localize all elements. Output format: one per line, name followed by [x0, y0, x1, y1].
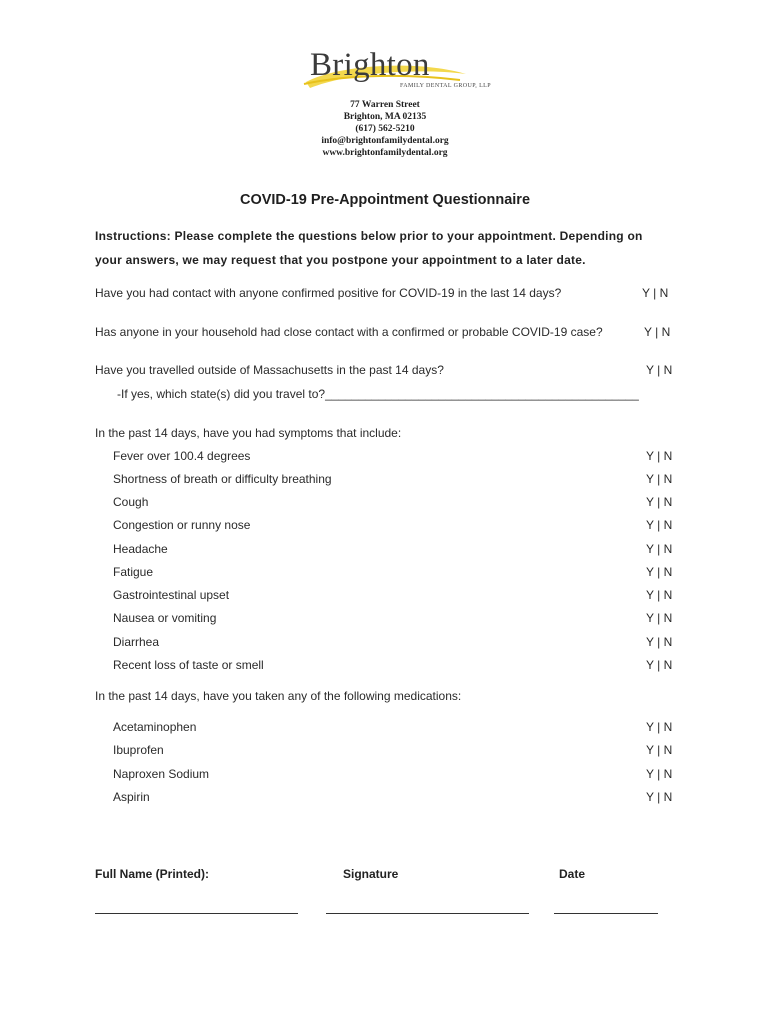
question-travel: Have you travelled outside of Massachusetts in the past 14 days?: [95, 363, 444, 377]
medication-answer[interactable]: Y | N: [646, 767, 673, 781]
document-title: COVID-19 Pre-Appointment Questionnaire: [239, 192, 531, 208]
symptom-item: Fatigue: [113, 565, 154, 579]
logo-name: Brighton: [310, 47, 430, 83]
address-email: info@brightonfamilydental.org: [321, 136, 449, 146]
address-phone: (617) 562-5210: [355, 124, 415, 134]
symptom-item: Gastrointestinal upset: [113, 588, 230, 602]
symptom-item: Diarrhea: [113, 635, 160, 649]
instructions-line-2: your answers, we may request that you postpone your appointment to a later date.: [95, 253, 586, 267]
medication-item: Naproxen Sodium: [113, 767, 210, 781]
question-contact: Have you had contact with anyone confirmed positive for COVID-19 in the last 14 days?: [95, 286, 562, 300]
symptom-item: Recent loss of taste or smell: [113, 658, 264, 672]
symptom-answer[interactable]: Y | N: [646, 518, 673, 532]
symptom-item: Congestion or runny nose: [113, 518, 251, 532]
symptom-answer[interactable]: Y | N: [646, 449, 673, 463]
medication-answer[interactable]: Y | N: [646, 790, 673, 804]
medication-answer[interactable]: Y | N: [646, 720, 673, 734]
question-travel-answer[interactable]: Y | N: [646, 363, 673, 377]
address-street: 77 Warren Street: [350, 100, 420, 110]
instructions-line-1: Instructions: Please complete the questions below prior to your appointment. Depending on: [95, 229, 643, 243]
question-contact-answer[interactable]: Y | N: [642, 286, 669, 300]
signature-label: Signature: [343, 867, 399, 881]
medication-item: Acetaminophen: [113, 720, 197, 734]
signature-line[interactable]: [326, 913, 529, 914]
medication-item: Ibuprofen: [113, 743, 164, 757]
date-label: Date: [559, 867, 586, 881]
symptom-item: Cough: [113, 495, 149, 509]
symptom-item: Nausea or vomiting: [113, 611, 217, 625]
medications-heading: In the past 14 days, have you taken any of the following medications:: [95, 689, 462, 703]
symptoms-heading: In the past 14 days, have you had symptoms that include:: [95, 426, 402, 440]
symptom-answer[interactable]: Y | N: [646, 542, 673, 556]
address-website: www.brightonfamilydental.org: [322, 148, 448, 158]
symptom-item: Shortness of breath or difficulty breathing: [113, 472, 332, 486]
symptom-answer[interactable]: Y | N: [646, 565, 673, 579]
question-household-answer[interactable]: Y | N: [644, 325, 671, 339]
symptom-answer[interactable]: Y | N: [646, 588, 673, 602]
full-name-line[interactable]: [95, 913, 298, 914]
medication-answer[interactable]: Y | N: [646, 743, 673, 757]
symptom-item: Fever over 100.4 degrees: [113, 449, 251, 463]
full-name-label: Full Name (Printed):: [95, 867, 210, 881]
medication-item: Aspirin: [113, 790, 150, 804]
symptom-answer[interactable]: Y | N: [646, 495, 673, 509]
symptom-answer[interactable]: Y | N: [646, 472, 673, 486]
address-city: Brighton, MA 02135: [343, 112, 427, 122]
question-household: Has anyone in your household had close contact with a confirmed or probable COVID-19 case?: [95, 325, 603, 339]
symptom-answer[interactable]: Y | N: [646, 611, 673, 625]
symptom-answer[interactable]: Y | N: [646, 658, 673, 672]
symptom-item: Headache: [113, 542, 168, 556]
date-line[interactable]: [554, 913, 658, 914]
symptom-answer[interactable]: Y | N: [646, 635, 673, 649]
brighton-logo: [300, 44, 491, 100]
logo-subtitle: FAMILY DENTAL GROUP, LLP: [400, 83, 491, 89]
practice-address: [0, 99, 770, 159]
question-travel-followup[interactable]: -If yes, which state(s) did you travel to?_______________________________________________: [117, 387, 639, 401]
